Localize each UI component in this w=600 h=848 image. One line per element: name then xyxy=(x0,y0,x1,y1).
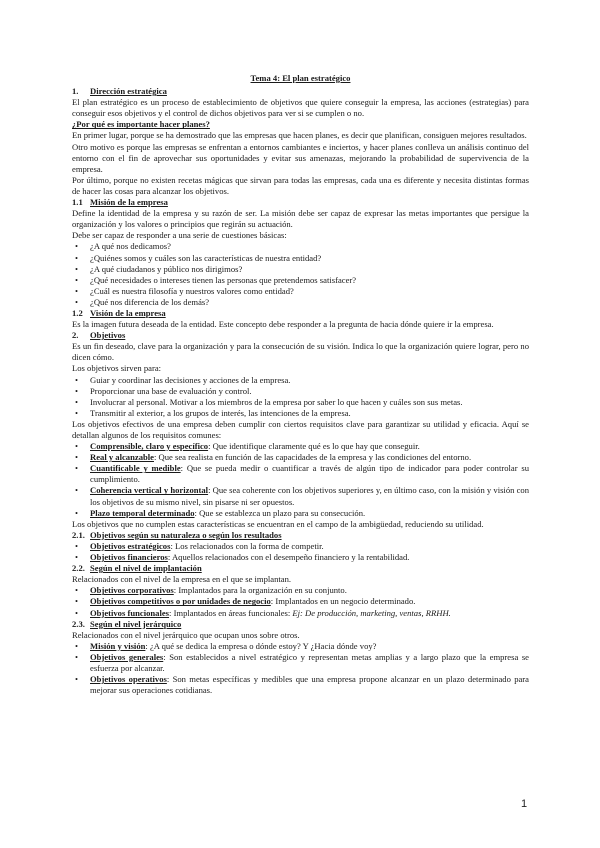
heading-text: Visión de la empresa xyxy=(90,307,166,318)
list-item xyxy=(72,652,529,674)
bullet-list-implantacion xyxy=(72,585,529,618)
term: Plazo temporal determinado xyxy=(90,507,195,518)
list-item xyxy=(72,596,529,607)
heading-objetivos xyxy=(72,330,529,341)
term: Cuantificable y medible xyxy=(90,463,181,474)
heading-number: 2.1. xyxy=(72,529,85,540)
definition: : Son establecidos a nivel estratégico y representan metas amplias y a largo plazo que la empresa se esfuerza por alcanzar. xyxy=(90,651,529,673)
heading-number: 1. xyxy=(72,86,79,97)
example-text: Ej: De producción, marketing, ventas, RRHH. xyxy=(292,607,451,618)
list-item: • ¿A qué nos dedicamos? xyxy=(72,241,529,252)
bullet-list-sirven-para xyxy=(72,375,529,419)
heading-number: 2.3. xyxy=(72,618,85,629)
definition: : Implantados para la organización en su conjunto. xyxy=(173,585,347,596)
bullet-list-naturaleza xyxy=(72,541,529,563)
definition: : Que se pueda medir o cuantificar a través de algún tipo de indicador para poder controlar su cumplimiento. xyxy=(90,463,529,485)
heading-mision xyxy=(72,197,529,208)
heading-segun-jerarquia xyxy=(72,619,529,630)
list-item: • Proporcionar una base de evaluación y control. xyxy=(72,386,529,397)
heading-text: Según el nivel de implantación xyxy=(90,563,202,574)
definition: : Que sea realista en función de las capacidades de la empresa y las condiciones del entorno. xyxy=(153,452,472,463)
paragraph: Define la identidad de la empresa y su razón de ser. La misión debe ser capaz de expresar las metas importantes que persigue la organización y los valores o principios que regirán su actuación. xyxy=(72,208,529,230)
heading-number: 2.2. xyxy=(72,563,85,574)
list-item: • ¿Cuál es nuestra filosofía y nuestros valores como entidad? xyxy=(72,286,529,297)
list-item xyxy=(72,485,529,507)
list-item xyxy=(72,585,529,596)
definition: : Implantados en áreas funcionales: xyxy=(169,607,293,618)
heading-number: 1.1 xyxy=(72,197,83,208)
paragraph: Debe ser capaz de responder a una serie de cuestiones básicas: xyxy=(72,230,287,241)
definition: : Que identifique claramente qué es lo que hay que conseguir. xyxy=(208,441,420,452)
term: Coherencia vertical y horizontal xyxy=(90,485,209,496)
list-item: • ¿Quiénes somos y cuáles son las características de nuestra entidad? xyxy=(72,253,529,264)
term: Comprensible, claro y específico xyxy=(90,441,209,452)
paragraph: Es la imagen futura deseada de la entidad. Este concepto debe responder a la pregunta de hacia dónde quiere ir la empresa. xyxy=(72,319,494,330)
paragraph: Otro motivo es porque las empresas se enfrentan a entornos cambiantes e inciertos, y hacer planes conlleva un análisis continuo del entorno con el fin de aprovechar sus oportunidades y evitar sus amenazas, mejorando la probabilidad de supervivencia de la empresa. xyxy=(72,141,529,174)
term: Objetivos funcionales xyxy=(90,607,170,618)
page-number: 1 xyxy=(521,798,528,810)
term: Objetivos generales xyxy=(90,651,164,662)
list-item xyxy=(72,552,529,563)
heading-segun-naturaleza xyxy=(72,530,529,541)
paragraph: Es un fin deseado, clave para la organización y para la consecución de su visión. Indica lo que la organización quiere lograr, pero no dicen cómo. xyxy=(72,341,529,363)
definition: : ¿A qué se dedica la empresa o dónde estoy? Y ¿Hacia dónde voy? xyxy=(145,640,377,651)
heading-vision xyxy=(72,308,529,319)
definition: : Implantados en un negocio determinado. xyxy=(270,596,416,607)
paragraph: Relacionados con el nivel de la empresa en el que se implantan. xyxy=(72,574,292,585)
list-item: • ¿Qué necesidades o intereses tienen las personas que pretendemos satisfacer? xyxy=(72,275,529,286)
paragraph: Relacionados con el nivel jerárquico que ocupan unos sobre otros. xyxy=(72,629,300,640)
term: Objetivos competitivos o por unidades de negocio xyxy=(90,596,271,607)
list-item: • ¿A qué ciudadanos y público nos dirigimos? xyxy=(72,264,529,275)
paragraph: Los objetivos efectivos de una empresa deben cumplir con ciertos requisitos clave para garantizar su utilidad y eficacia. Aquí se detallan algunos de los requisitos comunes: xyxy=(72,418,529,440)
heading-text: Misión de la empresa xyxy=(90,197,168,208)
list-item xyxy=(72,541,529,552)
heading-text: Según el nivel jerárquico xyxy=(90,618,182,629)
paragraph: Los objetivos que no cumplen estas características se encuentran en el campo de la ambigüedad, reduciendo su utilidad. xyxy=(72,518,484,529)
heading-segun-implantacion xyxy=(72,563,529,574)
document-title: Tema 4: El plan estratégico xyxy=(250,73,351,83)
list-item: • ¿Qué nos diferencia de los demás? xyxy=(72,297,529,308)
term: Objetivos operativos xyxy=(90,674,167,685)
bullet-list-jerarquia xyxy=(72,641,529,696)
bullet-list-cuestiones xyxy=(72,241,529,308)
term: Misión y visión xyxy=(90,640,146,651)
heading-text: Objetivos según su naturaleza o según los resultados xyxy=(90,529,282,540)
heading-direccion-estrategica xyxy=(72,86,529,97)
term: Real y alcanzable xyxy=(90,452,154,463)
list-item xyxy=(72,608,529,619)
list-item: • Guiar y coordinar las decisiones y acciones de la empresa. xyxy=(72,375,529,386)
paragraph: El plan estratégico es un proceso de establecimiento de objetivos que quiere conseguir la empresa, las acciones (estrategias) para conseguir esos objetivos y el control de dichos objetivos para ver si se cumplen o no. xyxy=(72,97,529,119)
definition: : Que se establezca un plazo para su consecución. xyxy=(194,507,366,518)
definition: : Son metas específicas y medibles que una empresa propone alcanzar en un plazo determinado para mejorar sus operaciones cotidianas. xyxy=(90,674,529,696)
term: Objetivos financieros xyxy=(90,552,168,563)
bullet-list-requisitos xyxy=(72,441,529,519)
paragraph: Los objetivos sirven para: xyxy=(72,363,162,374)
definition: : Aquellos relacionados con el desempeño financiero y la rentabilidad. xyxy=(167,552,410,563)
definition: : Los relacionados con la forma de competir. xyxy=(170,540,324,551)
heading-text: Dirección estratégica xyxy=(90,86,167,97)
question-heading: ¿Por qué es importante hacer planes? xyxy=(72,119,210,130)
list-item xyxy=(72,508,529,519)
heading-text: Objetivos xyxy=(90,330,126,341)
list-item xyxy=(72,441,529,452)
term: Objetivos estratégicos xyxy=(90,540,171,551)
list-item: • Involucrar al personal. Motivar a los miembros de la empresa por saber lo que hacen y cuáles son sus metas. xyxy=(72,397,529,408)
list-item: • Transmitir al exterior, a los grupos de interés, las intenciones de la empresa. xyxy=(72,408,529,419)
heading-number: 1.2 xyxy=(72,307,83,318)
list-item xyxy=(72,463,529,485)
heading-number: 2. xyxy=(72,330,79,341)
list-item xyxy=(72,641,529,652)
list-item xyxy=(72,452,529,463)
paragraph: Por último, porque no existen recetas mágicas que sirvan para todas las empresas, cada una es diferente y necesita distintas formas de hacer las cosas para alcanzar los objetivos. xyxy=(72,174,529,196)
document-page xyxy=(72,73,529,696)
list-item xyxy=(72,674,529,696)
definition: : Que sea coherente con los objetivos superiores y, en último caso, con la misión y visión con los objetivos de su mismo nivel, sin pisarse ni ser opuestos. xyxy=(90,485,530,507)
paragraph: En primer lugar, porque se ha demostrado que las empresas que hacen planes, es decir que planifican, consiguen mejores resultados. xyxy=(72,130,527,141)
term: Objetivos corporativos xyxy=(90,585,174,596)
